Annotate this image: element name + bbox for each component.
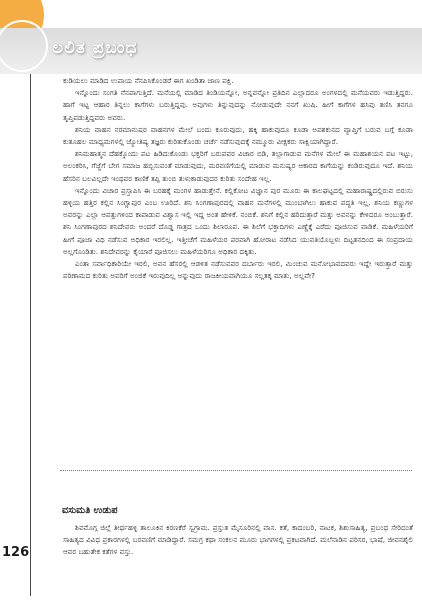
page-number: 126 (2, 545, 30, 560)
margin-rule (30, 74, 31, 596)
body-paragraph: ಶನಿಯ ವಾಹನ ನರಮಾನುಷರ ವಾಹನಗಳ ಮೇಲೆ ಬಂದು ಕೂರುವುದು, ಹಕ್ಕಿ ಹಾಕುವುದೂ ಕೂಡಾ ಅಪಶಕುನದ ವ್ಯಾಪ್ತಿಗೆ ಬರುವ ಬಗ್ಗೆ ಕೂಡಾ ಕುತೂಹಲ ಮಾಧ್ಯಮಗಳಲ್ಲಿ ಜ್ಯೋತಿಷ್ಯ ತಜ್ಞರು ಕುರಿತುಕೊಂಡು ಚರ್ಚೆ ನಡೆಸುವುದಕ್ಕೆ ನಮ್ಮೂರು ವೀಕ್ಷಕರು ಸಾಕ್ಷಿಯಾಗಿದ್ದಾರೆ. (63, 124, 413, 147)
dotted-divider (60, 470, 412, 471)
body-paragraph: ಕುಡಿಯಲು ಮಾಡಿದ ಉಪಾಯ ನೆನಪಿಸಿಕೊಂಡರೆ ಈಗ ಖಂಡಿತಾ ಜಾಣ ಪಕ್ಷಿ. (63, 76, 234, 85)
body-paragraph: ಇನ್ನೊಂದು ಸಂಗತಿ ನೆನಪಾಗುತ್ತಿದೆ. ಮನೆಯಲ್ಲಿ ಮಾಡಿದ ತಿಂಡಿಯನ್ನೋ, ಅನ್ನವನ್ನೋ ಪ್ರತಿದಿನ ಎಲ್ಲಾದರೂ ಅಂಗಳದಲ್ಲಿ ಮನೆಯವರು ಇಡುತ್ತಿದ್ದರು. ಹಾಗೆ ಇಟ್ಟ ಆಹಾರ ತಿನ್ನಲು ಕಾಗೆಗಳು ಬರುತ್ತಿದ್ದವು. ಅವುಗಳು ತಿನ್ನುವುದನ್ನು ನೋಡುವುದೇ ನನಗೆ ಖುಷಿ. ಹೀಗೆ ಕಾಗೆಗಳ ಹಸಿವು ತಣಿಸಿ ತನಗೂ ತೃಪ್ತಿಪಡುತ್ತಿದ್ದವರು ಅವರು. (63, 88, 413, 122)
author-bio (63, 522, 413, 559)
body-paragraph: ಎಂತಾ ಸರ್ವಾಧಿಕಾರಿಯೇ ಇರಲಿ, ಅವನ ಹೆಸರಲ್ಲಿ ಆಡಳಿತ ನಡೆಸುವವರ ದರ್ಬಾರು ಇರಲಿ, ಮಿಂಚುವ ಮನೋಭಾವದವರು ಇದ್ದೇ ಇರುತ್ತಾರೆ ಮತ್ತು ಪರಿಣಾಮದ ಕುರಿತು ಅವರಿಗೆ ಅಂಜಿಕೆ ಇರುವುದಿಲ್ಲ ಅನ್ನುವುದು ರಾಜಕೀಯವಾಗಿಯೂ ಸಲ್ಲತಕ್ಕ ಮಾತು, ಅಲ್ಲವೇ? (63, 259, 413, 281)
body-paragraph: ಇನ್ನೊಂದು ವಿಚಾರ ಪ್ರಸ್ತಾಪಿಸಿ ಈ ಬರಹಕ್ಕೆ ಮಂಗಳ ಹಾಡುತ್ತೇನೆ. ಕಲ್ಲಿಕೋಟ ವಿಜ್ಞಾನ ಪುರ ಮೂರು ಈ ಕಾಲಘಟ್ಟದಲ್ಲಿ ಮಹಾರಾಷ್ಟ್ರದಲ್ಲಿರುವ ಬಿರುಸು ಹಳ್ಳಿಯ ಹತ್ತಿರ ಕಲ್ಲಿನ ಸಿಂಗ್ಣಾಪುರ ಎಂಬ ಊರಿದೆ. ಶನಿ ಸಿಂಗಣಾಪುರದಲ್ಲಿ ವಾಹನ ಮನೆಗಳಲ್ಲಿ ಮುಂಬಾಗಿಲು ಹಾಕುವ ಪದ್ಧತಿ ಇಲ್ಲ. ಶನಿಯ ಕಣ್ಣುಗಳ ಅವರನ್ನು ಎಲ್ಲಾ ಆಪತ್ತುಗಳಿಂದ ಕಾಪಾಡುವ ವಿಶ್ವಾಸ ಇಲ್ಲಿ ಇದ್ದ ಅಂತ ಹೇಳಿಕೆ. ನಂಬಿಕೆ. ಶನಿಗೆ ಕಲ್ಲಿನ ಹರಿದುತ್ತಾರೆ ಮತ್ತು ಅವನನ್ನು ಕೇಳಿದರೂ ಅಂಬುತ್ತಾರೆ. ಶನಿ ಸಿಂಗಣಾಪುರದ ಶನಿದೇವರು ಅಂದರೆ ದೊಡ್ಡ ಗಾತ್ರದ ಒಂದು ಶಿಲಾರೂಪ. ಈ ಶಿಲೆಗೆ ಭಕ್ತಾದಿಗಳು ಎಣ್ಣೆಕ್ಕೆ ಎರೆದು ಪೂಜಿಸುವ ವಾಡಿಕೆ. ಮಹಿಳೆಯರಿಗೆ ಹೀಗೆ ಪೂಜಾ ವಿಧಿ ನಡೆಸುವ ಅಧಿಕಾರ ಇರಲಿಲ್ಲ. ಇತ್ತೀಚೆಗೆ ಮಹಿಳೆಯರ ಪರವಾಗಿ ಹೋರಾಟ ನಡೆಸಿದ ಯುವತಿಯೊಬ್ಬಳು ದಿಟ್ಟತನದಿಂದ ಈ ಸಂಪ್ರದಾಯ ಅಲ್ಲಗೊಂಡಿತು. ಶನಿದೇವರನ್ನು ಕೈಯಾರೆ ಪೂಜಿಸಲು ಮಹಿಳೆಯರಿಗೂ ಅಧಿಕಾರ ದಕ್ಕಿತು. (63, 185, 413, 256)
body-paragraph: ಶನಿಮಹಾತ್ಮನ ದೆಹಕ್ಕೊಂದು ಪಟ ಹಿಡಿದುಕೊಂಡು ಭಕ್ತರಿಗೆ ಬರುವವರ ವಿಚಾರ ಬಿಡಿ, ತಲ್ಲಾಗಾಡುವ ಮನೆಗಳ ಮೇಲೆ ಈ ಮಹಾಶಯನ ಪಟ ಇಟ್ಟು, ಅಲಂಕರಿಸಿ, ಗೆಜ್ಜೆಗೆ ಬೇಗ ಸಮಾಜ ಹಬ್ಬಿಸುವಂತೆ ಮಾಡುವುದು, ಮರವಣಿಗೆಯಲ್ಲಿ ಮಾಡುವ ಮನುಷ್ಯರ ಆಕಾರದ ಕಾಗೆಯನ್ನು ಕಂಡಿರುವುದೂ ಇದೆ. ಶನಿಯ ಹೆಸರಿನ ಬಲವಿಲ್ಲದೇ ಇಂಥವರ ಕಾಣಿಕೆ ತಪ್ಪಿ ತುಂಬಿ ತುಳುಕಾಡುವುದರ ಕುರಿತು ಸಂದೇಹ ಇಲ್ಲ. (63, 149, 413, 183)
author-heading: ವಸುಮತಿ ಉಡುಪ (62, 505, 118, 516)
author-bio-paragraph: ಶಿವಮೊಗ್ಗ ಜಿಲ್ಲೆ ತೀರ್ಥಹಳ್ಳಿ ತಾಲೂಕಿನ ಕಿರಣಕೆರೆ ಸ್ವಗ್ರಾಮ. ಪ್ರಸ್ತುತ ಮೈಸೂರಿನಲ್ಲಿ ವಾಸ. ಕತೆ, ಕಾದಂಬರಿ, ನಾಟಕ, ಶಿಶುಸಾಹಿತ್ಯ, ಪ್ರಬಂಧ ಸೇರಿದಂತೆ ಸಾಹಿತ್ಯದ ವಿವಿಧ ಪ್ರಕಾರಗಳಲ್ಲಿ ಬರವಣಿಗೆ ಮಾಡಿದ್ದಾರೆ. ಸಮಗ್ರ ಕಥಾ ಸಂಕಲನ ಮೂರು ಭಾಗಗಳಲ್ಲಿ ಪ್ರಕಟವಾಗಿದೆ. ಮಲೆನಾಡಿನ ಪರಿಸರ, ಭಾಷೆ, ಜೀವನಶೈಲಿ ಆವರ ಬಹುತೇಕ ಕತೆಗಳ ವಸ್ತು. (63, 523, 413, 557)
essay-body (63, 75, 413, 282)
section-title: ಲಲಿತ ಪ್ರಬಂಧ (52, 38, 138, 58)
